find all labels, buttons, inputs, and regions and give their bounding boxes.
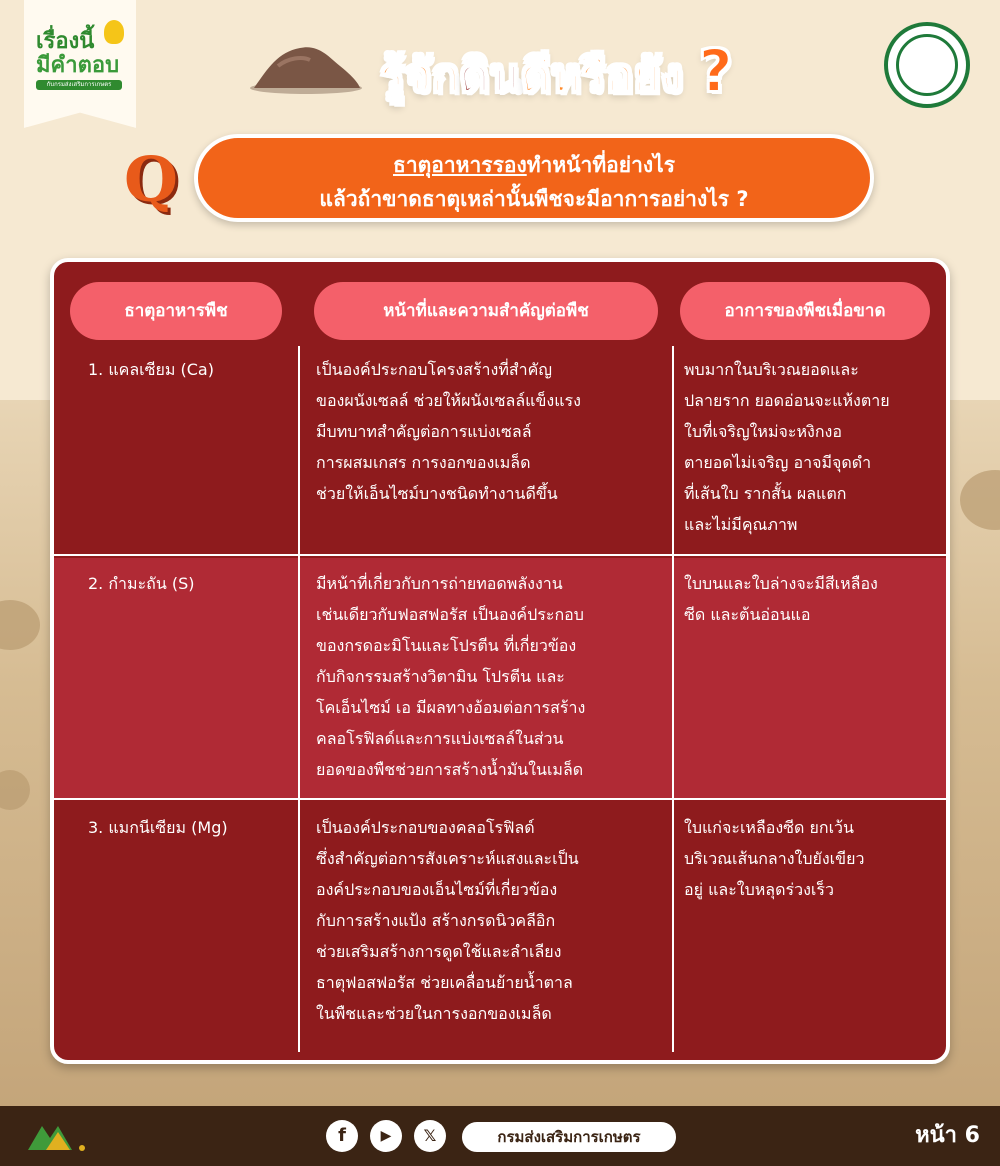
row2-function-line: เช่นเดียวกับฟอสฟอรัส เป็นองค์ประกอบ (316, 605, 584, 624)
logo-line2: มีคำตอบ (36, 53, 120, 78)
youtube-icon[interactable]: ▶ (370, 1120, 402, 1152)
row1-function-line: ของผนังเซลล์ ช่วยให้ผนังเซลล์แข็งแรง (316, 391, 581, 410)
nutrient-table (50, 258, 950, 1064)
x-icon[interactable]: 𝕏 (414, 1120, 446, 1152)
header-nutrient: ธาตุอาหารพืช (70, 282, 282, 340)
row1-element: 1. แคลเซียม (Ca) (88, 360, 214, 379)
column-divider (672, 346, 674, 1052)
row2-function-line: ของกรดอะมิโนและโปรตีน ที่เกี่ยวข้อง (316, 636, 577, 655)
row1-function-line: มีบทบาทสำคัญต่อการแบ่งเซลล์ (316, 422, 532, 441)
column-divider (298, 346, 300, 1052)
title-question-mark: ? (698, 37, 733, 105)
row3-function-line: ธาตุฟอสฟอรัส ช่วยเคลื่อนย้ายน้ำตาล (316, 973, 573, 992)
row3-symptom (684, 812, 864, 905)
emblem-icon (884, 22, 970, 108)
footer-bar (0, 1106, 1000, 1166)
row3-element: 3. แมกนีเซียม (Mg) (88, 818, 228, 837)
logo-line1: เรื่องนี้ (36, 29, 95, 54)
row-divider (54, 554, 946, 556)
question-line2: แล้วถ้าขาดธาตุเหล่านั้นพืชจะมีอาการอย่างไร ? (319, 187, 749, 211)
row3-function-line: ในพืชและช่วยในการงอกของเมล็ด (316, 1004, 552, 1023)
row2-function-line: มีหน้าที่เกี่ยวกับการถ่ายทอดพลังงาน (316, 574, 563, 593)
soil-pile-icon (248, 38, 364, 94)
title-part1: รู้จัก (380, 48, 460, 102)
emblem-inner-ring (896, 34, 958, 96)
row1-symptom-line: ตายอดไม่เจริญ อาจมีจุดดำ (684, 453, 872, 472)
question-banner (194, 134, 874, 222)
row2-symptom (684, 568, 878, 630)
question-line1 (198, 150, 870, 180)
row3-symptom-line: อยู่ และใบหลุดร่วงเร็ว (684, 880, 834, 899)
row3-symptom-line: ใบแก่จะเหลืองซีด ยกเว้น (684, 818, 854, 837)
row1-symptom-line: พบมากในบริเวณยอดและ (684, 360, 859, 379)
row1-symptom-line: ใบที่เจริญใหม่จะหงิกงอ (684, 422, 842, 441)
footer-logo-icon (26, 1120, 90, 1152)
row1-function (316, 354, 581, 509)
row1-function-line: การผสมเกสร การงอกของเมล็ด (316, 453, 531, 472)
row3-function-line: เป็นองค์ประกอบของคลอโรฟิลด์ (316, 818, 535, 837)
row3-symptom-line: บริเวณเส้นกลางใบยังเขียว (684, 849, 865, 868)
row3-function-line: องค์ประกอบของเอ็นไซม์ที่เกี่ยวข้อง (316, 880, 558, 899)
row-divider (54, 798, 946, 800)
row2-function-line: คลอโรฟิลด์และการแบ่งเซลล์ในส่วน (316, 729, 564, 748)
page-title (380, 36, 732, 106)
header-function: หน้าที่และความสำคัญต่อพืช (314, 282, 658, 340)
facebook-icon[interactable]: f (326, 1120, 358, 1152)
question-line1-rest: ทำหน้าที่อย่างไร (526, 153, 675, 177)
row1-function-line: เป็นองค์ประกอบโครงสร้างที่สำคัญ (316, 360, 552, 379)
header-symptom: อาการของพืชเมื่อขาด (680, 282, 930, 340)
department-name[interactable]: กรมส่งเสริมการเกษตร (462, 1122, 676, 1152)
row1-symptom-line: ปลายราก ยอดอ่อนจะแห้งตาย (684, 391, 890, 410)
row2-function-line: ยอดของพืชช่วยการสร้างน้ำมันในเมล็ด (316, 760, 584, 779)
row2-symptom-line: ซีด และต้นอ่อนแอ (684, 605, 811, 624)
row3-function-line: กับการสร้างแป้ง สร้างกรดนิวคลีอิก (316, 911, 556, 930)
lightbulb-icon (104, 20, 124, 44)
row1-symptom-line: ที่เส้นใบ รากสั้น ผลแตก (684, 484, 847, 503)
question-keyword: ธาตุอาหารรอง (393, 153, 527, 177)
row3-function-line: ซึ่งสำคัญต่อการสังเคราะห์แสงและเป็น (316, 849, 579, 868)
title-part3: ดีหรือยัง (520, 48, 683, 102)
row1-symptom-line: และไม่มีคุณภาพ (684, 515, 798, 534)
row2-element: 2. กำมะถัน (S) (88, 574, 195, 593)
row2-symptom-line: ใบบนและใบล่างจะมีสีเหลือง (684, 574, 878, 593)
q-letter: Q (124, 143, 179, 216)
row1-function-line: ช่วยให้เอ็นไซม์บางชนิดทำงานดีขึ้น (316, 484, 558, 503)
page-number: หน้า 6 (915, 1123, 980, 1148)
row3-function (316, 812, 579, 1029)
row1-symptom (684, 354, 890, 540)
title-part2: ดิน (459, 48, 521, 102)
row3-function-line: ช่วยเสริมสร้างการดูดใช้และลำเลียง (316, 942, 562, 961)
logo-subtitle: กับกรมส่งเสริมการเกษตร (36, 80, 122, 90)
row2-function-line: โคเอ็นไซม์ เอ มีผลทางอ้อมต่อการสร้าง (316, 698, 586, 717)
row2-function (316, 568, 585, 785)
row2-function-line: กับกิจกรรมสร้างวิตามิน โปรตีน และ (316, 667, 565, 686)
